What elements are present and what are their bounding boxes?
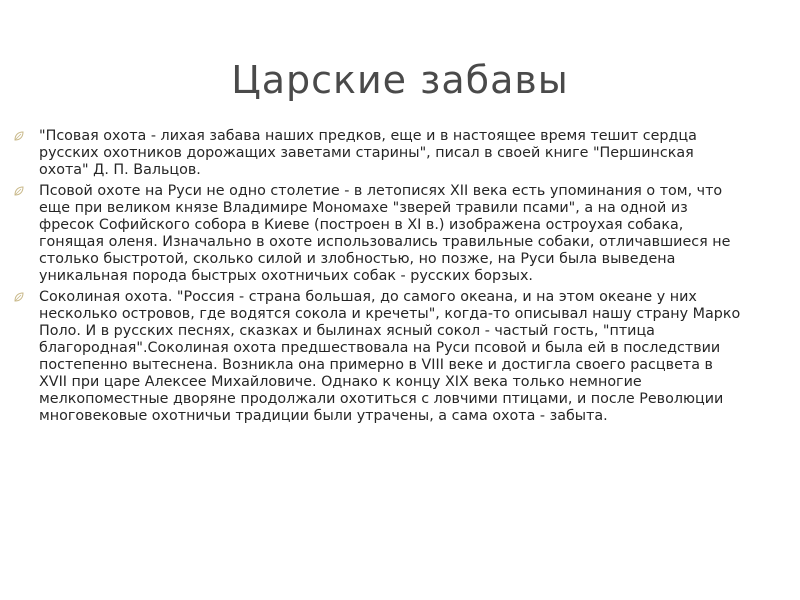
leaf-bullet-icon — [14, 131, 24, 141]
bullet-list — [14, 128, 744, 429]
bullet-text: "Псовая охота - лихая забава наших предков, еще и в настоящее время тешит сердца русских охотников дорожащих заветами старины", писал в своей книге "Першинская охота" Д. П. Вальцов. — [39, 128, 697, 178]
bullet-item — [14, 183, 744, 285]
slide-title: Царские забавы — [231, 58, 569, 102]
leaf-bullet-icon — [14, 292, 24, 302]
bullet-text: Псовой охоте на Руси не одно столетие - в летописях XII века есть упоминания о том, что еще при великом князе Владимире Мономахе "зверей травили псами", а на одной из фресок Софийского собора в Киеве (построен в XI в.) изображена остроухая собака, гонящая оленя. Изначально в охоте использовались травильные собаки, отличавшиеся не столько быстротой, сколько силой и злобностью, но позже, на Руси была выведена уникальная порода быстрых охотничьих собак - русских борзых. — [39, 183, 731, 284]
bullet-item — [14, 128, 744, 179]
bullet-item — [14, 289, 744, 425]
leaf-bullet-icon — [14, 186, 24, 196]
bullet-text: Соколиная охота. "Россия - страна большая, до самого океана, и на этом океане у них несколько островов, где водятся сокола и кречеты", когда-то описывал нашу страну Марко Поло. И в русских песнях, сказках и былинах ясный сокол - частый гость, "птица благородная".Соколиная охота предшествовала на Руси псовой и была ей в последствии постепенно вытеснена. Возникла она примерно в VIII веке и достигла своего расцвета в XVII при царе Алексее Михайловиче. Однако к концу XIX века только немногие мелкопоместные дворяне продолжали охотиться с ловчими птицами, и после Революции многовековые охотничьи традиции были утрачены, а сама охота - забыта. — [39, 289, 741, 424]
